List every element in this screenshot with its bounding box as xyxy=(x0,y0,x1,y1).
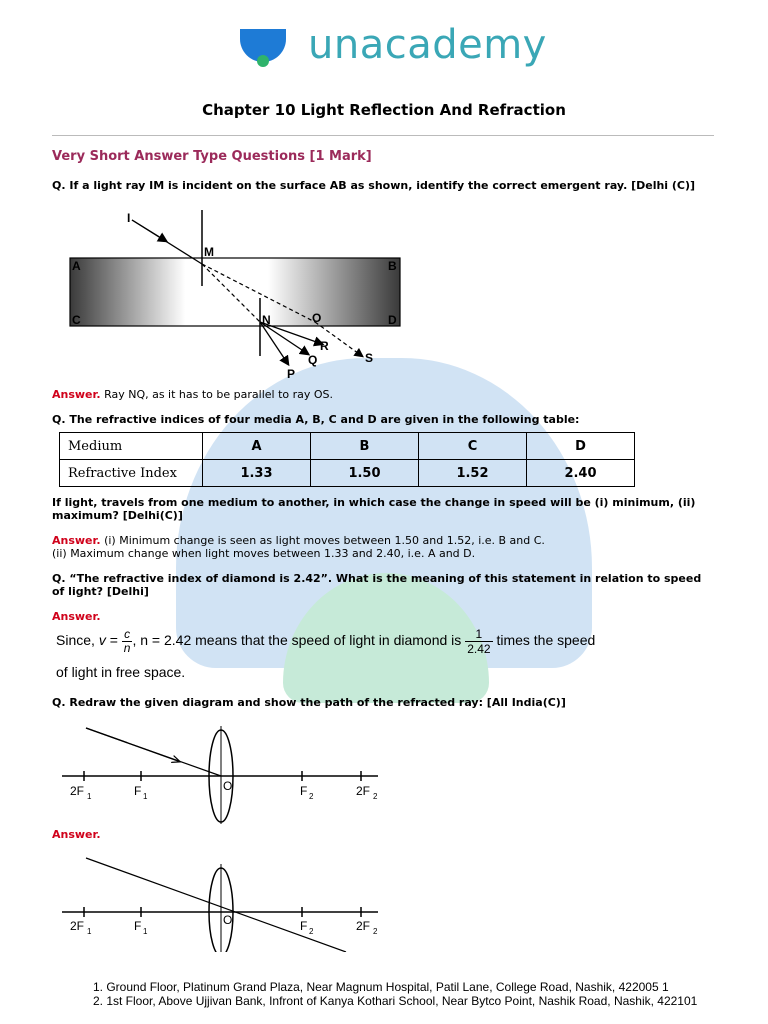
table-cell: 1.33 xyxy=(203,460,311,487)
subscript: 2 xyxy=(309,792,314,801)
label-2f2: 2F xyxy=(356,784,371,798)
question-4: Q. Redraw the given diagram and show the path of the refracted ray: [All India(C)] xyxy=(52,696,566,709)
fraction-den: 2.42 xyxy=(467,642,491,656)
label-n: N xyxy=(262,313,271,327)
answer-2-line2: (ii) Maximum change when light moves between 1.33 and 2.40, i.e. A and D. xyxy=(52,547,476,560)
label-2f1: 2F xyxy=(70,919,85,933)
table-cell: 1.52 xyxy=(419,460,527,487)
label-f2: F xyxy=(300,784,308,798)
label-o: O xyxy=(223,779,233,793)
label-d: D xyxy=(388,313,397,327)
formula-prefix: Since, xyxy=(56,632,95,649)
formula-line xyxy=(56,627,595,656)
table-cell: Refractive Index xyxy=(60,460,203,487)
lens-diagram-question xyxy=(56,720,386,825)
subscript: 1 xyxy=(143,927,148,936)
fraction-num: c xyxy=(124,627,131,641)
footer-address-1: 1. Ground Floor, Platinum Grand Plaza, Near Magnum Hospital, Patil Lane, College Road, Nashik, 422005 1 xyxy=(93,980,669,994)
subscript: 1 xyxy=(87,792,92,801)
formula-v: v xyxy=(98,632,106,649)
footer-addresses xyxy=(93,980,697,1008)
table-row xyxy=(60,460,635,487)
label-b: B xyxy=(388,259,397,273)
answer-2-line1: (i) Minimum change is seen as light moves between 1.50 and 1.52, i.e. B and C. xyxy=(104,534,545,547)
label-o: O xyxy=(312,311,322,325)
fraction-c-n xyxy=(122,628,133,655)
question-1: Q. If a light ray IM is incident on the surface AB as shown, identify the correct emergent ray. [Delhi (C)] xyxy=(52,179,696,192)
table-cell: B xyxy=(311,433,419,460)
answer-1-text: Ray NQ, as it has to be parallel to ray OS. xyxy=(104,388,334,401)
question-2-followup: If light, travels from one medium to another, in which case the change in speed will be (i) minimum, (ii) maximum? [Delhi(C)] xyxy=(52,496,696,522)
subscript: 2 xyxy=(309,927,314,936)
subscript: 2 xyxy=(373,927,378,936)
label-f2: F xyxy=(300,919,308,933)
answer-label: Answer. xyxy=(52,610,101,623)
label-f1: F xyxy=(134,784,142,798)
label-2f2: 2F xyxy=(356,919,371,933)
label-o: O xyxy=(223,913,233,927)
question-3: Q. “The refractive index of diamond is 2.42”. What is the meaning of this statement in relation to speed of light? [Delhi] xyxy=(52,572,702,598)
refractive-index-table xyxy=(59,432,635,487)
table-cell: C xyxy=(419,433,527,460)
label-r: R xyxy=(320,339,329,353)
unacademy-logo-icon xyxy=(238,27,290,67)
label-c: C xyxy=(72,313,81,327)
brand-name: unacademy xyxy=(308,22,547,68)
label-a: A xyxy=(72,259,81,273)
table-cell: 1.50 xyxy=(311,460,419,487)
label-m: M xyxy=(204,245,214,259)
answer-1 xyxy=(52,388,712,401)
label-q: Q xyxy=(308,353,318,367)
divider xyxy=(52,135,714,136)
footer-address-2: 2. 1st Floor, Above Ujjivan Bank, Infront of Kanya Kothari School, Near Bytco Point, Nashik Road, Nashik, 422101 xyxy=(93,994,698,1008)
formula-eq: = xyxy=(109,632,118,649)
fraction-1-242 xyxy=(465,627,492,656)
page-title: Chapter 10 Light Reflection And Refraction xyxy=(202,101,566,119)
subscript: 2 xyxy=(373,792,378,801)
answer-label: Answer. xyxy=(52,828,101,841)
answer-label: Answer. xyxy=(52,388,101,401)
glass-slab-diagram xyxy=(60,206,420,382)
table-cell: D xyxy=(527,433,635,460)
subscript: 1 xyxy=(87,927,92,936)
table-cell: 2.40 xyxy=(527,460,635,487)
subscript: 1 xyxy=(143,792,148,801)
lens-diagram-answer xyxy=(56,852,386,952)
table-row xyxy=(60,433,635,460)
formula-line-2: of light in free space. xyxy=(56,664,186,680)
label-p: P xyxy=(287,367,296,381)
formula-mid: , n = 2.42 means that the speed of light in diamond is xyxy=(132,632,462,649)
section-heading: Very Short Answer Type Questions [1 Mark] xyxy=(52,149,372,164)
table-cell: A xyxy=(203,433,311,460)
label-s: S xyxy=(365,351,374,365)
question-2: Q. The refractive indices of four media A, B, C and D are given in the following table: xyxy=(52,413,580,426)
fraction-den: n xyxy=(123,641,131,655)
label-i: I xyxy=(127,211,131,225)
answer-label: Answer. xyxy=(52,534,101,547)
table-cell: Medium xyxy=(60,433,203,460)
fraction-num: 1 xyxy=(475,627,483,641)
label-f1: F xyxy=(134,919,142,933)
formula-suffix: times the speed xyxy=(496,632,596,649)
label-2f1: 2F xyxy=(70,784,85,798)
answer-2 xyxy=(52,534,712,560)
